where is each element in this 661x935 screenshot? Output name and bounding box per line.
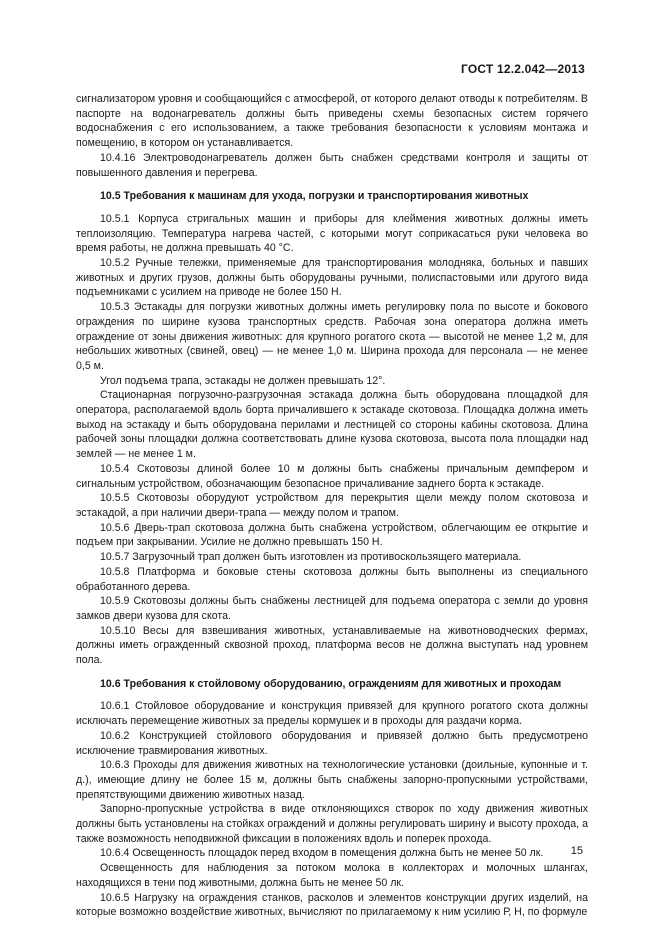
paragraph: 10.5.7 Загрузочный трап должен быть изготовлен из противоскользящего материала. bbox=[100, 551, 522, 564]
section-heading-10-6: 10.6 Требования к стойловому оборудованию, ограждениям для животных и проходам bbox=[100, 677, 562, 690]
paragraph: 10.5.1 Корпуса стригальных машин и приборы для клеймения животных должны иметь теплоизоляцию. Температура нагрева частей, с которыми могут соприкасаться руки человека во время работы, не должна превышать 40 °С. bbox=[76, 212, 588, 255]
page-number: 15 bbox=[570, 845, 583, 857]
standard-code: ГОСТ 12.2.042—2013 bbox=[460, 62, 585, 76]
section-10-5-paragraphs bbox=[76, 212, 588, 668]
paragraph: Угол подъема трапа, эстакады не должен превышать 12°. bbox=[100, 374, 386, 387]
section-heading-10-5: 10.5 Требования к машинам для ухода, погрузки и транспортирования животных bbox=[100, 190, 529, 203]
paragraph: Запорно-пропускные устройства в виде отклоняющихся створок по ходу движения животных должны быть установлены на стойках ограждений и должны регулировать ширину и высоту прохода, а также возможность неподвижной фиксации в положениях вдоль и поперек прохода. bbox=[76, 803, 588, 845]
paragraph: 10.5.5 Скотовозы оборудуют устройством для перекрытия щели между полом скотовоза и эстакадой, а при наличии двери-трапа — между полом и трапом. bbox=[76, 492, 588, 519]
paragraph: 10.5.8 Платформа и боковые стены скотовоза должны быть выполнены из специального обработанного дерева. bbox=[76, 565, 588, 593]
paragraph: 10.6.3 Проходы для движения животных на технологические установки (доильные, купонные и т. д.), имеющие длину не более 15 м, должны быть снабжены запорно-пропускными устройствами, препятствующими движению животных назад. bbox=[76, 759, 588, 801]
paragraph: сигнализатором уровня и сообщающийся с атмосферой, от которого делают отводы к потребителям. В паспорте на водонагреватель должны быть приведены схемы безопасных систем горячего водоснабжения с его использованием, а также требования безопасности к условиям монтажа и помещению, в котором он устанавливается. bbox=[76, 93, 588, 150]
paragraph: 10.5.10 Весы для взвешивания животных, устанавливаемые на животноводческих фермах, должны иметь огражденный сквозной проход, платформа весов не должна выступать над уровнем пола. bbox=[76, 624, 588, 667]
paragraph: 10.6.2 Конструкцией стойлового оборудования и привязей должно быть предусмотрено исключение травмирования животных. bbox=[76, 729, 588, 757]
intro-paragraphs bbox=[76, 92, 588, 180]
paragraph: 10.5.3 Эстакады для погрузки животных должны иметь регулировку пола по высоте и бокового ограждения по ширине кузова транспортных средств. Рабочая зона оператора должна иметь ограждение от зоны движения животных: для крупного рогатого скота — высотой не менее 1,2 м, для небольших животных (свиней, овец) — не менее 1,0 м. Ширина прохода для персонала — не менее 0,5 м. bbox=[76, 301, 588, 372]
paragraph: 10.5.9 Скотовозы должны быть снабжены лестницей для подъема оператора с земли до уровня замков двери кузова для скота. bbox=[76, 595, 588, 622]
document-body bbox=[76, 92, 588, 920]
paragraph: 10.6.5 Нагрузку на ограждения станков, расколов и элементов конструкции других изделий, на которые возможно воздействие животных, вычисляют по прилагаемому к ним усилию Р, Н, по формуле bbox=[76, 891, 588, 919]
paragraph: 10.5.4 Скотовозы длиной более 10 м должны быть снабжены причальным демпфером и сигнальным устройством, обозначающим безопасное причаливание заднего борта к эстакаде. bbox=[76, 462, 588, 490]
paragraph: 10.6.1 Стойловое оборудование и конструкция привязей для крупного рогатого скота должны исключать перемещение животных за пределы кормушек и в проходы для раздачи корма. bbox=[76, 700, 588, 728]
paragraph: 10.4.16 Электроводонагреватель должен быть снабжен средствами контроля и защиты от повышенного давления и перегрева. bbox=[76, 151, 588, 179]
paragraph: Стационарная погрузочно-разгрузочная эстакада должна быть оборудована площадкой для оператора, располагаемой вдоль борта причалившего к эстакаде скотовоза. Площадка должна иметь выход на эстакаду и быть оборудована перилами и лестницей со стороны кабины скотовоза. Длина рабочей зоны площадки должна соответствовать длине кузова скотовоза, высота пола площадки над землей — не менее 1 м. bbox=[76, 389, 588, 461]
paragraph: Освещенность для наблюдения за потоком молока в коллекторах и молочных шлангах, находящихся в тени под животными, должна быть не менее 50 лк. bbox=[76, 862, 588, 889]
paragraph: 10.5.6 Дверь-трап скотовоза должна быть снабжена устройством, облегчающим ее открытие и подъем при закрывании. Усилие не должно превышать 150 Н. bbox=[76, 521, 588, 549]
paragraph: 10.6.4 Освещенность площадок перед входом в помещения должна быть не менее 50 лк. bbox=[100, 847, 544, 860]
paragraph: 10.5.2 Ручные тележки, применяемые для транспортирования молодняка, больных и павших животных и других грузов, должны быть оборудованы ручными, полиспастовыми или другого вида подъемниками с усилием на приводе не более 150 Н. bbox=[76, 257, 588, 299]
section-10-6-paragraphs bbox=[76, 699, 588, 920]
